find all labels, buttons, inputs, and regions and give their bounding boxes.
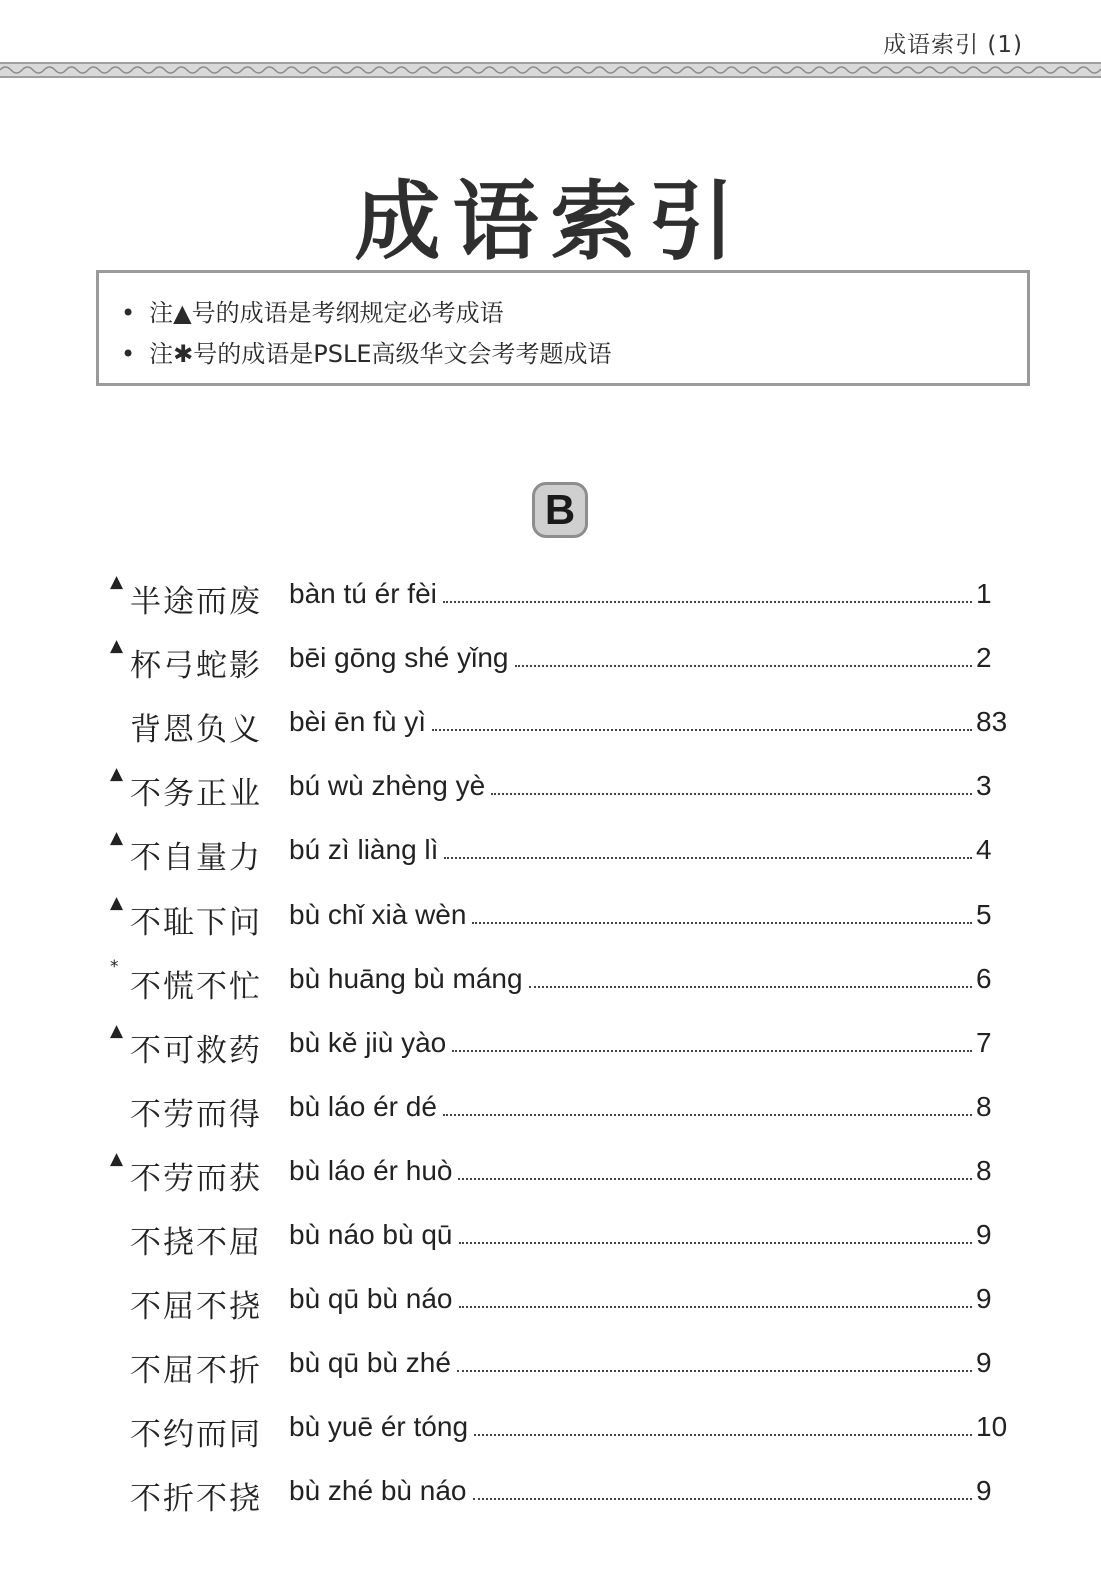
entry-pinyin-row <box>289 1091 972 1123</box>
entry-idiom: 不劳而获 <box>130 1160 262 1197</box>
entry-pinyin: bù chǐ xià wèn <box>289 898 467 930</box>
entry-pinyin: bú zì liàng lì <box>289 834 439 866</box>
entry-idiom: 不屈不折 <box>130 1353 262 1390</box>
dot-leader <box>443 1114 972 1116</box>
entry-page-number: 5 <box>976 898 992 930</box>
entry-page-number: 2 <box>976 642 992 674</box>
entry-pinyin: bèi ēn fù yì <box>289 706 426 738</box>
entry-page-number: 9 <box>976 1475 992 1507</box>
index-entry <box>0 636 1101 686</box>
entry-page-number: 9 <box>976 1347 992 1379</box>
index-entry <box>0 1341 1101 1391</box>
dot-leader <box>457 1370 972 1372</box>
running-header: 成语索引 (1) <box>883 32 1023 58</box>
entry-mark: ▲ <box>110 764 124 785</box>
note-text: 注✱号的成语是PSLE高级华文会考考题成语 <box>149 340 612 368</box>
entry-page-number: 6 <box>976 962 992 994</box>
index-entry <box>0 1469 1101 1519</box>
entry-idiom: 不务正业 <box>130 776 262 813</box>
entry-idiom: 半途而废 <box>130 584 262 620</box>
entry-pinyin-row <box>289 578 972 610</box>
section-letter-badge: B <box>532 482 588 538</box>
index-entry <box>0 1085 1101 1135</box>
entry-pinyin-row <box>289 1283 972 1315</box>
entry-pinyin-row <box>289 1411 972 1443</box>
dot-leader <box>491 793 972 795</box>
dot-leader <box>458 1178 972 1180</box>
dot-leader <box>443 601 972 603</box>
index-entry <box>0 700 1101 750</box>
entry-pinyin-row <box>289 1475 972 1507</box>
entry-mark: ▲ <box>110 636 124 657</box>
entry-idiom: 背恩负义 <box>130 712 262 749</box>
index-entry <box>0 764 1101 814</box>
entry-idiom: 不耻下问 <box>130 904 262 941</box>
dot-leader <box>452 1050 972 1052</box>
dot-leader <box>515 665 972 667</box>
dot-leader <box>432 729 972 731</box>
entry-idiom: 不约而同 <box>130 1417 262 1454</box>
entry-page-number: 9 <box>976 1219 992 1250</box>
dot-leader <box>459 1306 973 1308</box>
dot-leader <box>473 1498 973 1500</box>
index-entry <box>0 1213 1101 1263</box>
dot-leader <box>529 986 972 988</box>
entry-page-number: 3 <box>976 770 992 802</box>
entry-pinyin: bàn tú ér fèi <box>289 578 437 609</box>
entry-idiom: 不挠不屈 <box>130 1225 262 1261</box>
entry-mark: ▲ <box>110 828 124 849</box>
index-entry <box>0 893 1101 943</box>
entry-pinyin-row <box>289 963 972 995</box>
entry-pinyin: bù huāng bù máng <box>289 962 523 994</box>
index-entry <box>0 957 1101 1007</box>
entry-mark: * <box>110 956 119 977</box>
note-required <box>121 293 504 328</box>
entry-page-number: 10 <box>976 1411 1008 1443</box>
decorative-border-band <box>0 62 1101 78</box>
entry-pinyin-row <box>289 1219 972 1251</box>
index-entry <box>0 1021 1101 1071</box>
entry-page-number: 8 <box>976 1090 992 1122</box>
entry-idiom: 不可救药 <box>130 1032 262 1069</box>
dot-leader <box>472 922 972 924</box>
entry-idiom: 杯弓蛇影 <box>130 648 262 685</box>
dot-leader <box>459 1242 973 1244</box>
entry-pinyin: bù qū bù zhé <box>289 1347 451 1379</box>
dot-leader <box>444 857 972 859</box>
entry-page-number: 7 <box>976 1026 992 1058</box>
entry-pinyin: bù kě jiù yào <box>289 1026 447 1058</box>
entry-pinyin-row <box>289 642 972 674</box>
bullet-icon: • <box>121 340 136 368</box>
entry-pinyin-row <box>289 770 972 802</box>
entry-page-number: 1 <box>976 578 992 609</box>
dot-leader <box>474 1434 972 1436</box>
entry-pinyin-row <box>289 1347 972 1379</box>
entry-pinyin: bù zhé bù náo <box>289 1475 467 1507</box>
entry-idiom: 不自量力 <box>130 840 262 877</box>
entry-idiom: 不慌不忙 <box>130 968 262 1005</box>
bullet-icon: • <box>121 299 136 327</box>
entry-page-number: 83 <box>976 706 1008 738</box>
notes-box <box>96 270 1030 386</box>
entry-mark: ▲ <box>110 892 124 913</box>
index-entry <box>0 1405 1101 1455</box>
index-entry <box>0 1277 1101 1327</box>
entry-mark: ▲ <box>110 572 124 592</box>
entry-pinyin: bù láo ér huò <box>289 1154 453 1186</box>
entry-pinyin: bēi gōng shé yǐng <box>289 642 509 674</box>
entry-idiom: 不折不挠 <box>130 1481 262 1518</box>
entry-pinyin: bù qū bù náo <box>289 1283 453 1315</box>
index-entry <box>0 572 1101 622</box>
entry-pinyin: bù náo bù qū <box>289 1219 453 1250</box>
index-entry <box>0 828 1101 878</box>
entry-pinyin-row <box>289 899 972 931</box>
entry-mark: ▲ <box>110 1020 124 1041</box>
page-title: 成语索引 <box>354 172 747 272</box>
entry-pinyin-row <box>289 834 972 866</box>
entry-page-number: 4 <box>976 834 992 866</box>
entry-pinyin: bù yuē ér tóng <box>289 1411 469 1443</box>
entry-idiom: 不劳而得 <box>130 1096 262 1133</box>
note-psle <box>121 334 612 369</box>
index-entry <box>0 1149 1101 1199</box>
entry-pinyin: bù láo ér dé <box>289 1090 437 1122</box>
entry-pinyin-row <box>289 1027 972 1059</box>
entry-page-number: 9 <box>976 1283 992 1315</box>
entry-pinyin-row <box>289 706 972 738</box>
entry-pinyin: bú wù zhèng yè <box>289 770 486 802</box>
entry-pinyin-row <box>289 1155 972 1187</box>
entry-page-number: 8 <box>976 1154 992 1186</box>
note-text: 注▲号的成语是考纲规定必考成语 <box>149 299 504 327</box>
entry-mark: ▲ <box>110 1148 124 1169</box>
entry-idiom: 不屈不挠 <box>130 1289 262 1326</box>
wave-pattern <box>0 64 1101 76</box>
